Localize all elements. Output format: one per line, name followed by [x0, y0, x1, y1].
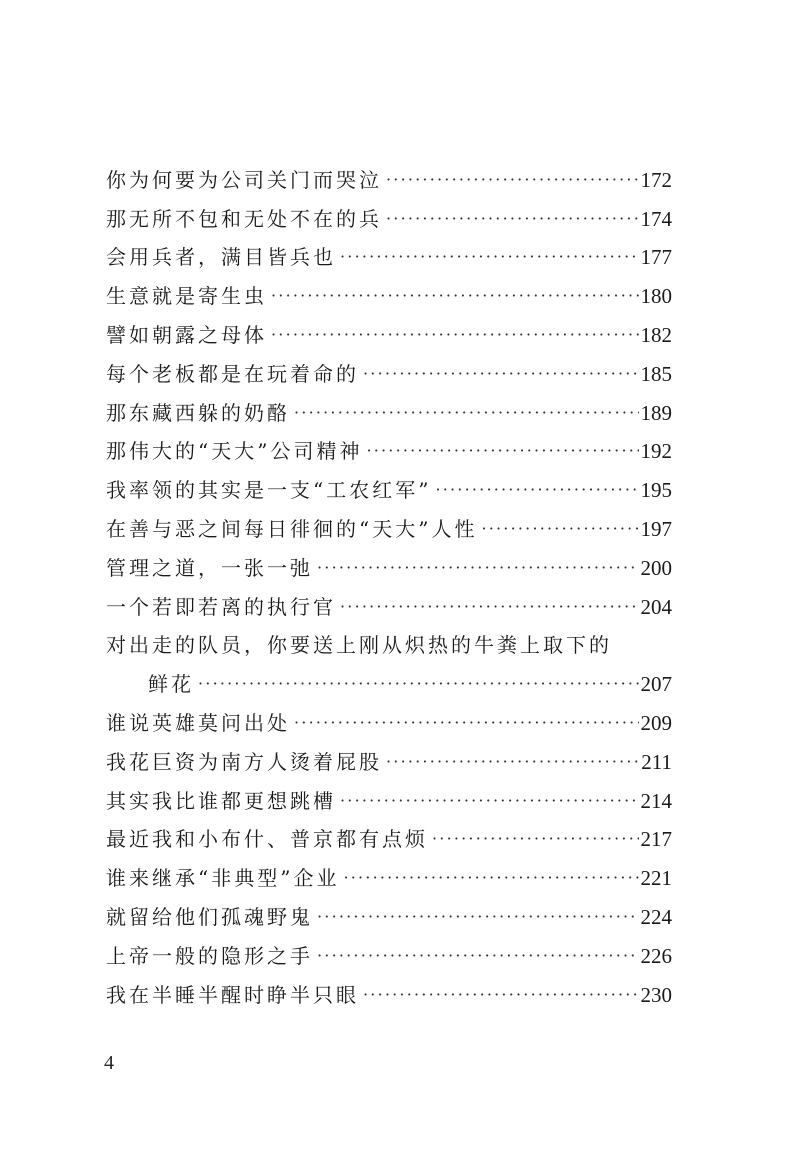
toc-entry[interactable]: [106, 775, 672, 814]
toc-dot-leader: [340, 791, 639, 810]
toc-entry[interactable]: [106, 270, 672, 309]
toc-entry-title: 上帝一般的隐形之手: [106, 943, 313, 968]
toc-dot-leader: [317, 907, 639, 926]
toc-dot-leader: [294, 403, 639, 422]
toc-entry-first-line[interactable]: [106, 620, 672, 659]
toc-dot-leader: [317, 946, 639, 965]
toc-entry[interactable]: [106, 852, 672, 891]
toc-dot-leader: [481, 519, 638, 538]
toc-entry-page: 217: [640, 827, 672, 852]
toc-entry[interactable]: [106, 193, 672, 232]
toc-entry[interactable]: [106, 542, 672, 581]
toc-entry-page: 226: [640, 943, 672, 968]
toc-dot-leader: [386, 209, 639, 228]
toc-entry[interactable]: [106, 348, 672, 387]
toc-entry-page: 180: [640, 284, 672, 309]
toc-entry-title: 在善与恶之间每日徘徊的“天大”人性: [106, 516, 478, 541]
toc-dot-leader: [386, 170, 639, 189]
toc-entry-title: 那无所不包和无处不在的兵: [106, 206, 382, 231]
toc-entry-title-line1: 对出走的队员，你要送上刚从炽热的牛粪上取下的: [106, 633, 612, 658]
toc-entry[interactable]: [106, 814, 672, 853]
toc-dot-leader: [432, 829, 639, 848]
toc-dot-leader: [343, 868, 638, 887]
toc-entry-title: 那伟大的“天大”公司精神: [106, 439, 363, 464]
toc-entry[interactable]: [106, 697, 672, 736]
toc-dot-leader: [294, 713, 639, 732]
toc-entry[interactable]: [106, 387, 672, 426]
toc-entry-title: 管理之道，一张一弛: [106, 555, 313, 580]
toc-dot-leader: [366, 441, 638, 460]
toc-dot-leader: [363, 364, 639, 383]
toc-entry-title: 谁说英雄莫问出处: [106, 710, 290, 735]
toc-entry-title: 你为何要为公司关门而哭泣: [106, 167, 382, 192]
toc-entry-title: 就留给他们孤魂野鬼: [106, 904, 313, 929]
toc-entry[interactable]: [106, 309, 672, 348]
toc-entry[interactable]: [106, 658, 672, 697]
toc-entry-page: 177: [640, 245, 672, 270]
toc-entry[interactable]: [106, 736, 672, 775]
toc-entry[interactable]: [106, 154, 672, 193]
toc-entry-page: 200: [640, 555, 672, 580]
toc-entry-page: 197: [640, 516, 672, 541]
toc-entry-page: 195: [640, 478, 672, 503]
toc-entry-page: 189: [640, 400, 672, 425]
toc-entry[interactable]: [106, 969, 672, 1008]
toc-entry[interactable]: [106, 930, 672, 969]
toc-dot-leader: [271, 286, 639, 305]
toc-dot-leader: [317, 558, 639, 577]
toc-entry-page: 192: [640, 439, 672, 464]
toc-dot-leader: [363, 985, 639, 1004]
toc-entry-page: 221: [640, 866, 672, 891]
toc-entry-title: 一个若即若离的执行官: [106, 594, 336, 619]
toc-entry[interactable]: [106, 503, 672, 542]
toc-entry-title: 谁来继承“非典型”企业: [106, 866, 340, 891]
toc-dot-leader: [271, 325, 639, 344]
toc-entry-page: 224: [640, 904, 672, 929]
toc-entry[interactable]: [106, 891, 672, 930]
page-number: 4: [104, 1052, 114, 1074]
table-of-contents: [106, 154, 672, 1008]
toc-entry-page: 230: [640, 982, 672, 1007]
toc-entry[interactable]: [106, 464, 672, 503]
toc-entry-page: 214: [640, 788, 672, 813]
toc-entry[interactable]: [106, 232, 672, 271]
toc-dot-leader: [340, 247, 639, 266]
toc-entry-page: 185: [640, 361, 672, 386]
toc-entry-title: 其实我比谁都更想跳槽: [106, 788, 336, 813]
toc-dot-leader: [340, 597, 639, 616]
toc-entry-title: 每个老板都是在玩着命的: [106, 361, 359, 386]
toc-entry-page: 211: [641, 749, 672, 774]
toc-dot-leader: [198, 674, 639, 693]
toc-entry-title: 我在半睡半醒时睁半只眼: [106, 982, 359, 1007]
toc-entry-title: 那东藏西躲的奶酪: [106, 400, 290, 425]
toc-dot-leader: [386, 752, 639, 771]
toc-entry-page: 207: [640, 672, 672, 697]
toc-entry-title: 最近我和小布什、普京都有点烦: [106, 827, 428, 852]
toc-entry-title: 生意就是寄生虫: [106, 284, 267, 309]
toc-entry-title: 我率领的其实是一支“工农红军”: [106, 478, 432, 503]
toc-entry-title: 鲜花: [148, 672, 194, 697]
toc-entry[interactable]: [106, 581, 672, 620]
toc-entry-page: 182: [640, 322, 672, 347]
toc-entry-page: 209: [640, 710, 672, 735]
toc-entry-page: 204: [640, 594, 672, 619]
toc-entry-title: 会用兵者，满目皆兵也: [106, 245, 336, 270]
toc-entry-title: 譬如朝露之母体: [106, 322, 267, 347]
toc-dot-leader: [435, 480, 638, 499]
toc-entry[interactable]: [106, 426, 672, 465]
toc-entry-page: 172: [640, 167, 672, 192]
toc-entry-title: 我花巨资为南方人烫着屁股: [106, 749, 382, 774]
toc-entry-page: 174: [640, 206, 672, 231]
